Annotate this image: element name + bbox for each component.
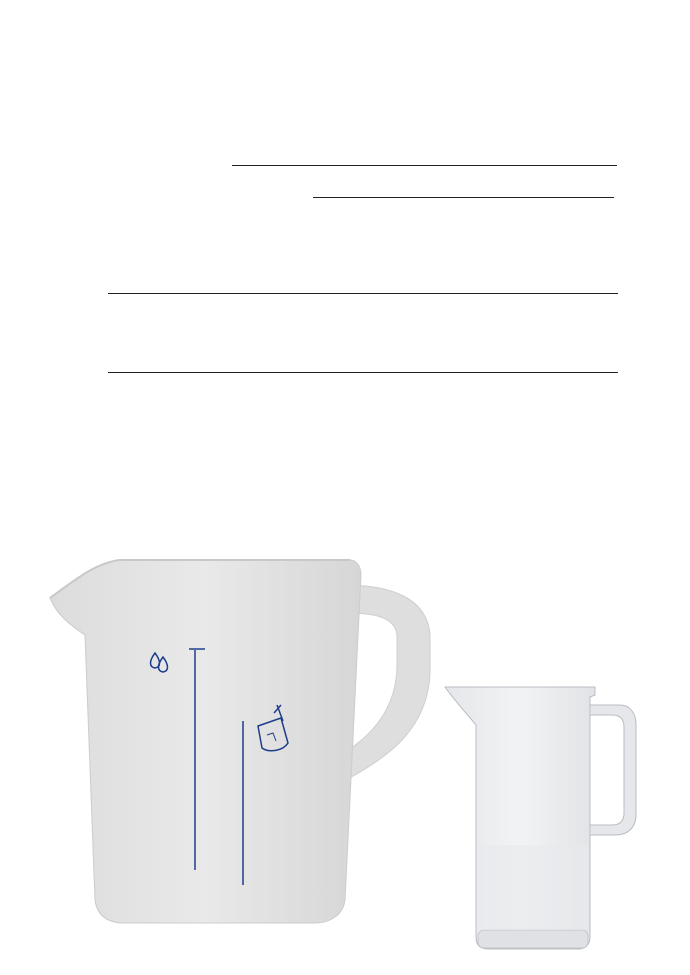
- small-measuring-jug[interactable]: [440, 675, 640, 955]
- herkunft-answer-line[interactable]: [313, 197, 614, 198]
- answer-line-3[interactable]: [108, 372, 618, 373]
- answer-line-2[interactable]: [108, 293, 618, 294]
- cylinder-handle: [590, 705, 636, 835]
- jug-body: [50, 560, 361, 923]
- large-measuring-jug[interactable]: [45, 555, 435, 930]
- haltung-answer-line[interactable]: [232, 165, 617, 166]
